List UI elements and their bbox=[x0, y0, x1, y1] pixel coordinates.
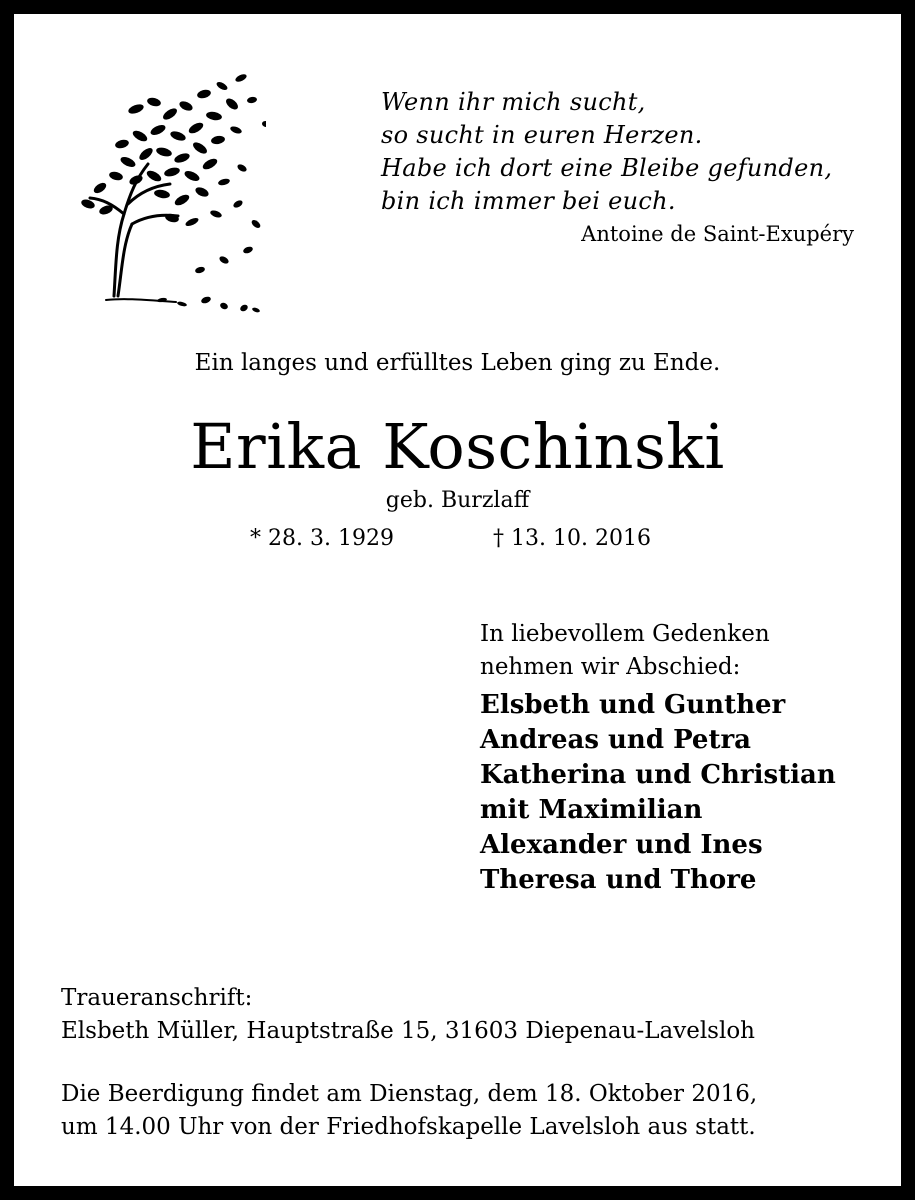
mourning-address bbox=[61, 982, 755, 1048]
poem-author: Antoine de Saint-Exupéry bbox=[581, 222, 854, 246]
deceased-name: Erika Koschinski bbox=[190, 410, 725, 483]
address-line: Elsbeth Müller, Hauptstraße 15, 31603 Diepenau-Lavelsloh bbox=[61, 1018, 755, 1044]
mourner-name: Katherina und Christian bbox=[480, 760, 836, 790]
mourners-intro bbox=[480, 618, 770, 684]
poem-line: bin ich immer bei euch. bbox=[381, 187, 676, 215]
death-date: † 13. 10. 2016 bbox=[493, 526, 651, 551]
funeral-info bbox=[61, 1078, 757, 1144]
mourners-intro-line: nehmen wir Abschied: bbox=[480, 654, 741, 680]
mourner-name: mit Maximilian bbox=[480, 795, 703, 825]
funeral-line: Die Beerdigung findet am Dienstag, dem 18. Oktober 2016, bbox=[61, 1081, 758, 1107]
mourner-name: Alexander und Ines bbox=[480, 830, 763, 860]
poem-line: Wenn ihr mich sucht, bbox=[381, 88, 646, 116]
poem-quote bbox=[381, 86, 832, 218]
windblown-tree-icon bbox=[66, 64, 266, 324]
mourners-list bbox=[480, 688, 836, 898]
address-label: Traueranschrift: bbox=[61, 985, 253, 1011]
poem-line: so sucht in euren Herzen. bbox=[381, 121, 703, 149]
mourner-name: Theresa und Thore bbox=[480, 865, 757, 895]
maiden-name: geb. Burzlaff bbox=[385, 488, 530, 513]
poem-line: Habe ich dort eine Bleibe gefunden, bbox=[381, 154, 833, 182]
intro-text: Ein langes und erfülltes Leben ging zu Ende. bbox=[194, 350, 721, 376]
mourners-intro-line: In liebevollem Gedenken bbox=[480, 621, 770, 647]
mourner-name: Andreas und Petra bbox=[480, 725, 752, 755]
mourner-name: Elsbeth und Gunther bbox=[480, 690, 786, 720]
funeral-line: um 14.00 Uhr von der Friedhofskapelle Lavelsloh aus statt. bbox=[61, 1114, 756, 1140]
birth-date: * 28. 3. 1929 bbox=[250, 526, 394, 551]
